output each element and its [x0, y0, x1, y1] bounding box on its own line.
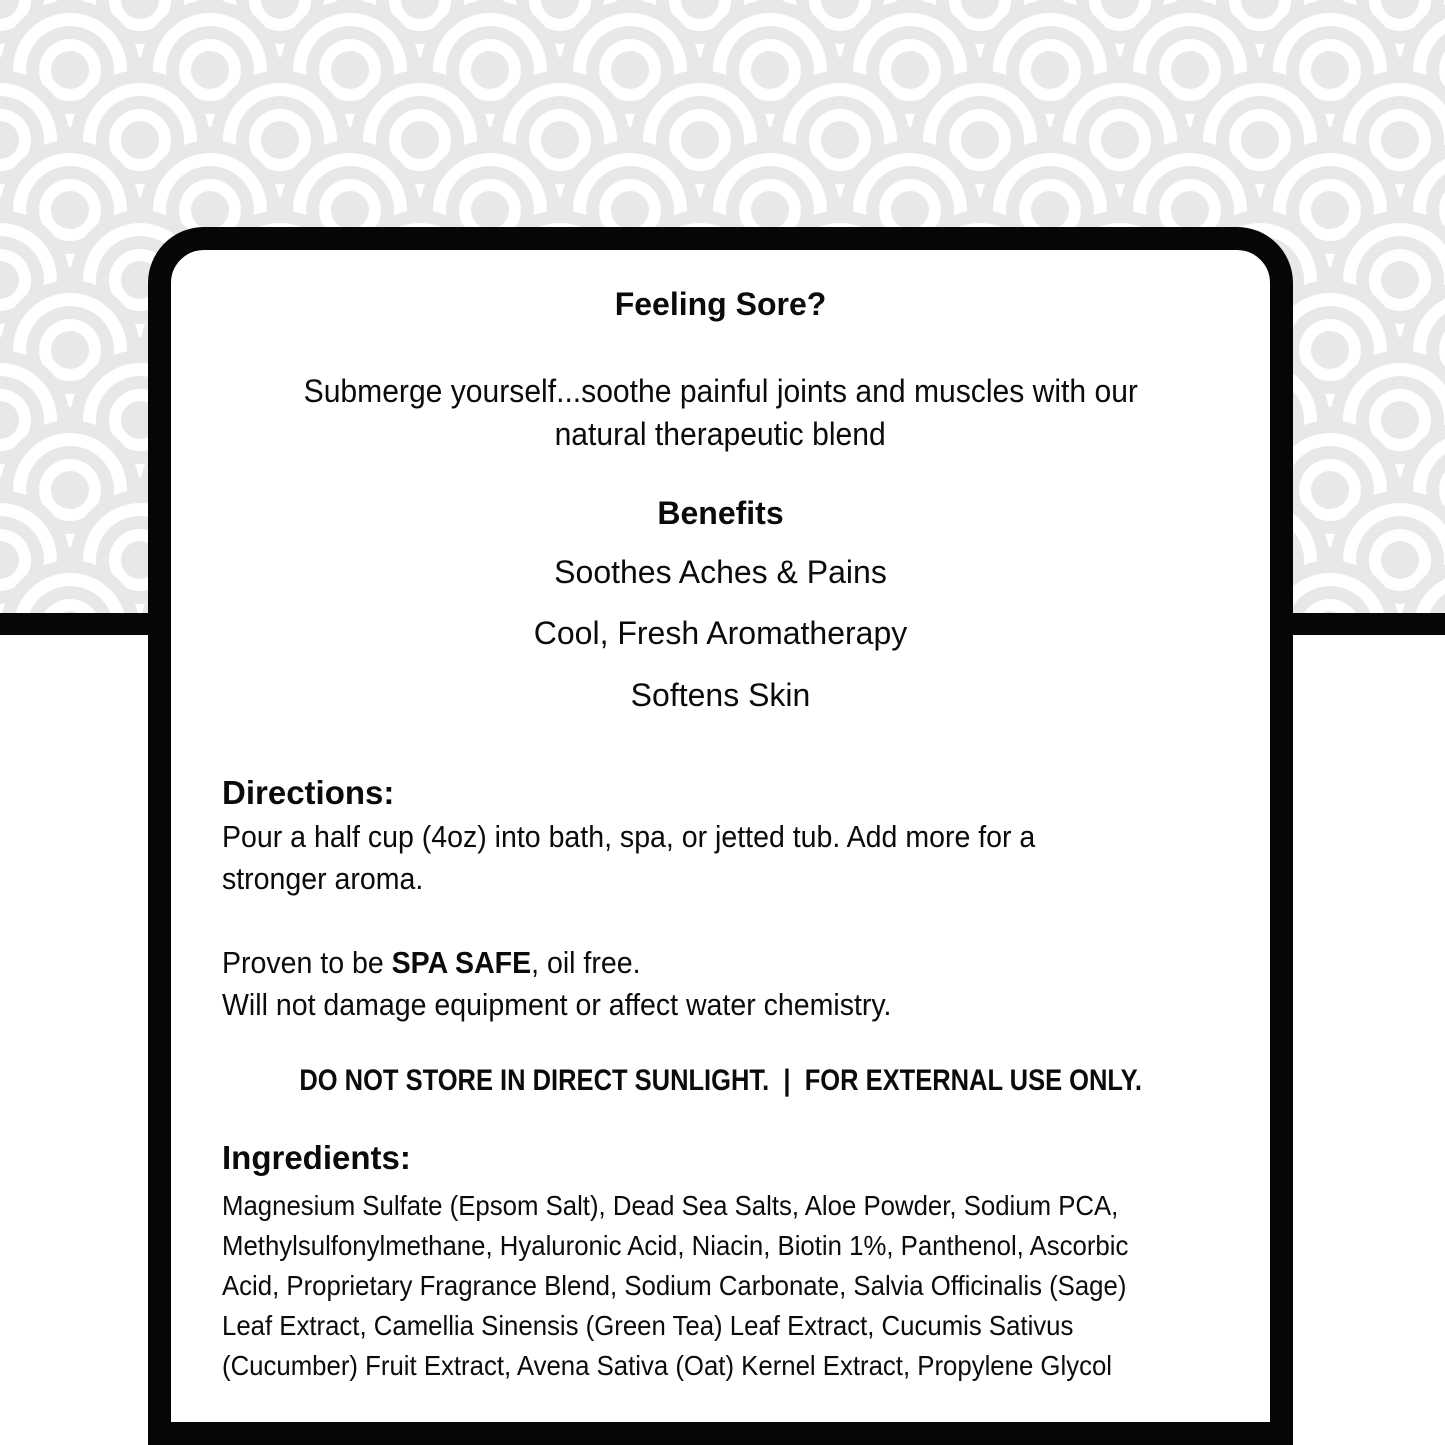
- benefit-item: Soothes Aches & Pains: [554, 554, 887, 590]
- spa-safe-prefix: Proven to be: [222, 945, 392, 980]
- benefit-item: Softens Skin: [630, 677, 811, 713]
- spa-safe-line: Will not damage equipment or affect water chemistry.: [222, 987, 892, 1022]
- directions-title: Directions:: [222, 774, 395, 811]
- ingredients-line: Acid, Proprietary Fragrance Blend, Sodium Carbonate, Salvia Officinalis (Sage): [222, 1270, 1127, 1301]
- ingredients-line: Methylsulfonylmethane, Hyaluronic Acid, Niacin, Biotin 1%, Panthenol, Ascorbic: [222, 1230, 1129, 1261]
- intro-paragraph: [171, 370, 1270, 456]
- directions-line: stronger aroma.: [222, 861, 424, 896]
- directions-line: Pour a half cup (4oz) into bath, spa, or jetted tub. Add more for a: [222, 819, 1036, 854]
- ingredients-title: Ingredients:: [222, 1139, 411, 1176]
- directions-paragraph: [222, 816, 1242, 900]
- ingredients-paragraph: [222, 1186, 1242, 1386]
- ingredients-line: Leaf Extract, Camellia Sinensis (Green Tea) Leaf Extract, Cucumis Sativus: [222, 1310, 1074, 1341]
- intro-line: Submerge yourself...soothe painful joints and muscles with our: [303, 373, 1138, 409]
- headline: Feeling Sore?: [614, 286, 827, 322]
- spa-safe-paragraph: [222, 942, 1242, 1026]
- ingredients-line: Magnesium Sulfate (Epsom Salt), Dead Sea Salts, Aloe Powder, Sodium PCA,: [222, 1190, 1119, 1221]
- intro-line: natural therapeutic blend: [554, 416, 887, 452]
- benefit-item: Cool, Fresh Aromatherapy: [533, 615, 908, 651]
- spa-safe-line: [222, 942, 1242, 984]
- label-card: [148, 227, 1293, 1445]
- warning-text: DO NOT STORE IN DIRECT SUNLIGHT. | FOR EXTERNAL USE ONLY.: [299, 1064, 1142, 1097]
- ingredients-line: (Cucumber) Fruit Extract, Avena Sativa (Oat) Kernel Extract, Propylene Glycol: [222, 1350, 1113, 1381]
- spa-safe-suffix: , oil free.: [531, 945, 641, 980]
- spa-safe-bold: SPA SAFE: [391, 945, 532, 980]
- benefits-title: Benefits: [657, 495, 784, 531]
